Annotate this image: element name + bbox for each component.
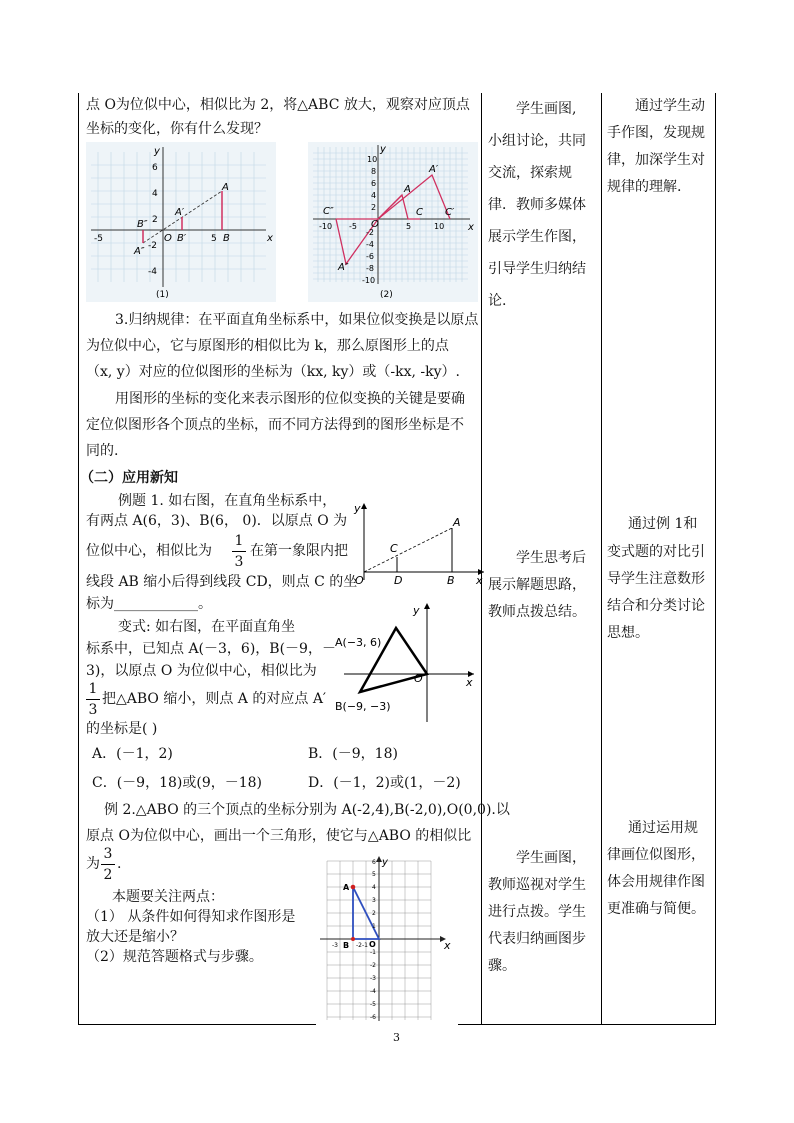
fig3-c-label: C bbox=[390, 542, 398, 555]
fig2-tick-y-neg6: -6 bbox=[366, 252, 374, 261]
fig5-a-label: A bbox=[343, 883, 350, 892]
fig1-a-label: A bbox=[222, 182, 229, 193]
fig5-tick-y-3: 3 bbox=[372, 897, 376, 904]
fig1-tick-y-2: 2 bbox=[152, 215, 158, 225]
fig2-tick-x-neg10: -10 bbox=[319, 222, 333, 231]
example2-line-3: 为 bbox=[86, 856, 100, 872]
fig2-o-label: O bbox=[371, 219, 379, 230]
fig5-tick-y-neg1: -1 bbox=[370, 949, 376, 956]
student-r3-line-5: 骤。 bbox=[488, 958, 516, 974]
student-r3-line-2: 教师巡视对学生 bbox=[488, 877, 586, 893]
purpose-r1-line-1: 通过学生动 bbox=[635, 98, 705, 114]
table-border-col2 bbox=[601, 93, 602, 1025]
intro-line-2: 坐标的变化，你有什么发现？ bbox=[86, 121, 268, 137]
figure-2 bbox=[308, 142, 478, 302]
purpose-r2-line-3: 导学生注意数形 bbox=[607, 571, 705, 587]
fig1-a2-label: A″ bbox=[134, 246, 145, 257]
student-r1-line-2: 小组讨论，共同 bbox=[488, 133, 586, 149]
fig2-tick-y-neg10: -10 bbox=[362, 276, 376, 285]
fig5-y-label: y bbox=[382, 857, 388, 868]
option-a: A．(－1，2) bbox=[92, 746, 173, 762]
fig5-x-label: x bbox=[444, 939, 451, 952]
fig2-a2-label: A″ bbox=[338, 262, 349, 273]
fig2-c1-label: C′ bbox=[445, 207, 455, 218]
fig2-tick-y-neg2: -2 bbox=[366, 228, 374, 237]
fig1-b1-label: B′ bbox=[177, 233, 187, 244]
intro-line-1: 点 O为位似中心，相似比为 2，将△ABC 放大，观察对应顶点 bbox=[86, 97, 470, 113]
focus-line-2: （1） 从条件如何得知求作图形是 bbox=[86, 909, 296, 925]
frac-num: 1 bbox=[88, 681, 98, 697]
fig5-tick-y-neg3: -3 bbox=[370, 975, 376, 982]
purpose-r1-line-3: 律，加深学生对 bbox=[607, 152, 705, 168]
purpose-r1-line-4: 规律的理解. bbox=[607, 179, 682, 195]
fig2-a-label: A bbox=[404, 184, 411, 195]
fig1-y-label: y bbox=[154, 146, 160, 157]
table-border-col1 bbox=[481, 93, 482, 500]
example2-line-2: 原点 O为位似中心，画出一个三角形，使它与△ABO 的相似比 bbox=[86, 828, 472, 844]
purpose-r3-line-1: 通过运用规 bbox=[628, 820, 698, 836]
key-line-2: 定位似图形各个顶点的坐标，而不同方法得到的图形坐标是不 bbox=[86, 417, 464, 433]
student-r1-line-7: 论. bbox=[488, 293, 507, 309]
fig5-tick-x-neg2: -2 bbox=[356, 942, 362, 949]
example1-line-4: 线段 AB 缩小后得到线段 CD，则点 C 的坐 bbox=[86, 574, 358, 590]
student-r3-line-3: 进行点拨。学生 bbox=[488, 904, 586, 920]
fig5-tick-x-neg3: -3 bbox=[332, 942, 338, 949]
fig2-c2-label: C″ bbox=[323, 206, 334, 217]
student-r1-line-1: 学生画图, bbox=[516, 101, 577, 117]
fig5-tick-y-2: 2 bbox=[372, 910, 376, 917]
frac-den: 3 bbox=[234, 554, 244, 570]
fig1-b2-label: B″ bbox=[137, 219, 148, 230]
option-d: D．(－1，2)或(1，－2) bbox=[308, 775, 461, 791]
purpose-r2-line-1: 通过例 1和 bbox=[628, 516, 698, 532]
fig4-y-label: y bbox=[413, 604, 420, 617]
table-border-right bbox=[715, 93, 716, 1025]
fig2-tick-y-4: 4 bbox=[371, 191, 377, 200]
fig1-tick-y-6: 6 bbox=[152, 163, 158, 173]
fig5-b-label: B bbox=[343, 941, 350, 950]
frac-den: 3 bbox=[88, 702, 98, 718]
fig3-a-label: A bbox=[453, 516, 461, 529]
variant-line-3: 3)，以原点 O 为位似中心，相似比为 bbox=[86, 663, 317, 679]
frac-den: 2 bbox=[103, 867, 113, 883]
fig3-b-label: B bbox=[447, 574, 455, 587]
student-r3-line-1: 学生画图， bbox=[516, 850, 586, 866]
rule-line-3: （x, y）对应的位似图形的坐标为（kx, ky）或（-kx, -ky）. bbox=[86, 364, 460, 380]
rule-line-2: 为位似中心，它与原图形的相似比为 k，那么原图形上的点 bbox=[86, 338, 449, 354]
key-line-1: 用图形的坐标的变化来表示图形的位似变换的关键是要确 bbox=[115, 391, 465, 407]
fig5-tick-x-neg1: -1 bbox=[362, 942, 368, 949]
fig5-tick-y-5: 5 bbox=[372, 871, 376, 878]
fig2-tick-y-2: 2 bbox=[371, 203, 377, 212]
page-number: 3 bbox=[393, 1031, 400, 1044]
fraction-three-halves bbox=[101, 845, 115, 884]
example1-line-3a: 位似中心，相似比为 bbox=[86, 543, 212, 559]
fig3-x-label: x bbox=[476, 574, 483, 587]
example2-line-1: 例 2.△ABO 的三个顶点的坐标分别为 A(-2,4),B(-2,0),O(0,0).以 bbox=[104, 802, 510, 818]
example1-line-1: 例题 1. 如右图，在直角坐标系中， bbox=[118, 493, 337, 509]
fig2-x-label: x bbox=[468, 222, 474, 233]
fig1-tick-x-5: 5 bbox=[211, 234, 217, 244]
fig4-o-label: O bbox=[414, 672, 423, 685]
fig2-tick-x-neg5: -5 bbox=[349, 222, 357, 231]
fig2-tick-y-neg4: -4 bbox=[366, 240, 374, 249]
fig1-tick-y-4: 4 bbox=[152, 189, 158, 199]
example1-line-2: 有两点 A(6，3)、B(6， 0)．以原点 O 为 bbox=[86, 513, 348, 529]
frac-num: 1 bbox=[234, 533, 244, 549]
variant-line-2: 标系中，已知点 A(－3，6)，B(－9，－ bbox=[86, 641, 336, 657]
fig2-tick-y-neg8: -8 bbox=[366, 264, 374, 273]
fig4-x-label: x bbox=[466, 676, 473, 689]
focus-line-1: 本题要关注两点： bbox=[112, 889, 224, 905]
purpose-r3-line-3: 体会用规律作图 bbox=[607, 874, 705, 890]
fig3-d-label: D bbox=[394, 574, 403, 587]
student-r2-line-2: 展示解题思路， bbox=[488, 577, 586, 593]
example2-period: . bbox=[117, 856, 122, 872]
figure-variant bbox=[330, 600, 480, 725]
fraction-one-third-2 bbox=[86, 680, 100, 719]
fraction-one-third-1 bbox=[232, 532, 246, 571]
fig1-tick-y-neg4: -4 bbox=[148, 267, 157, 277]
figure-1 bbox=[86, 142, 276, 302]
variant-line-1: 变式: 如右图，在平面直角坐 bbox=[118, 619, 296, 635]
student-r1-line-6: 引导学生归纳结 bbox=[488, 261, 586, 277]
fig5-o-label: O bbox=[369, 940, 376, 949]
fig4-b-label: B(−9, −3) bbox=[335, 700, 391, 713]
fig1-caption: (1) bbox=[156, 290, 169, 300]
fig2-a1-label: A′ bbox=[429, 164, 439, 175]
frac-num: 3 bbox=[103, 846, 113, 862]
fig5-tick-y-neg5: -5 bbox=[370, 1001, 376, 1008]
fig3-o-label: O bbox=[355, 574, 364, 587]
option-b: B．(－9，18) bbox=[308, 746, 398, 762]
fig2-tick-y-6: 6 bbox=[371, 179, 377, 188]
fig2-tick-y-8: 8 bbox=[371, 167, 377, 176]
student-r3-line-4: 代表归纳画图步 bbox=[488, 931, 586, 947]
student-r1-line-3: 交流，探索规 bbox=[488, 165, 572, 181]
focus-line-4: （2）规范答题格式与步骤。 bbox=[86, 949, 263, 965]
example1-line-3b: 在第一象限内把 bbox=[250, 543, 348, 559]
fig2-caption: (2) bbox=[380, 290, 393, 300]
fig5-tick-y-6: 6 bbox=[372, 859, 376, 866]
fig5-tick-y-neg2: -2 bbox=[370, 962, 376, 969]
fig2-c-label: C bbox=[416, 207, 423, 218]
table-border-left bbox=[78, 93, 79, 1025]
fig4-a-label: A(−3, 6) bbox=[335, 636, 382, 649]
fig5-tick-y-neg4: -4 bbox=[370, 988, 376, 995]
fig1-a1-label: A′ bbox=[175, 207, 185, 218]
fig1-b-label: B bbox=[223, 233, 230, 244]
fig5-tick-y-4: 4 bbox=[372, 884, 376, 891]
purpose-r3-line-4: 更准确与简便。 bbox=[607, 901, 705, 917]
option-c: C．(－9，18)或(9，－18) bbox=[92, 775, 263, 791]
variant-line-4: 把△ABO 缩小，则点 A 的对应点 A′ bbox=[102, 691, 327, 707]
purpose-r1-line-2: 手作图，发现规 bbox=[607, 125, 705, 141]
figure-example1 bbox=[350, 500, 490, 590]
fig3-y-label: y bbox=[354, 502, 361, 515]
focus-line-3: 放大还是缩小？ bbox=[86, 929, 184, 945]
fig1-tick-x-neg5: -5 bbox=[94, 234, 103, 244]
fig1-x-label: x bbox=[267, 233, 273, 244]
figure-example2 bbox=[312, 855, 458, 1025]
rule-line-1: 3.归纳规律：在平面直角坐标系中，如果位似变换是以原点 bbox=[115, 312, 479, 328]
fig1-tick-y-neg2: -2 bbox=[148, 241, 157, 251]
fig1-o-label: O bbox=[164, 233, 172, 244]
purpose-r2-line-5: 思想。 bbox=[607, 625, 649, 641]
purpose-r2-line-2: 变式题的对比引 bbox=[607, 544, 705, 560]
fig2-tick-x-5: 5 bbox=[406, 222, 412, 231]
purpose-r3-line-2: 律画位似图形， bbox=[607, 847, 705, 863]
student-r1-line-4: 律．教师多媒体 bbox=[488, 197, 586, 213]
fig2-tick-x-10: 10 bbox=[434, 222, 445, 231]
fig2-y-label: y bbox=[380, 144, 386, 155]
student-r1-line-5: 展示学生作图， bbox=[488, 229, 586, 245]
fig2-tick-y-10: 10 bbox=[367, 155, 378, 164]
purpose-r2-line-4: 结合和分类讨论 bbox=[607, 598, 705, 614]
example1-line-5: 标为____________。 bbox=[86, 596, 212, 612]
student-r2-line-1: 学生思考后 bbox=[516, 550, 586, 566]
student-r2-line-3: 教师点拨总结。 bbox=[488, 604, 586, 620]
fig5-tick-y-neg6: -6 bbox=[370, 1014, 376, 1021]
key-line-3: 同的. bbox=[86, 443, 119, 459]
variant-line-5: 的坐标是( ) bbox=[86, 721, 158, 737]
section-title: （二）应用新知 bbox=[80, 470, 178, 486]
fig5-tick-y-1: 1 bbox=[372, 923, 376, 930]
